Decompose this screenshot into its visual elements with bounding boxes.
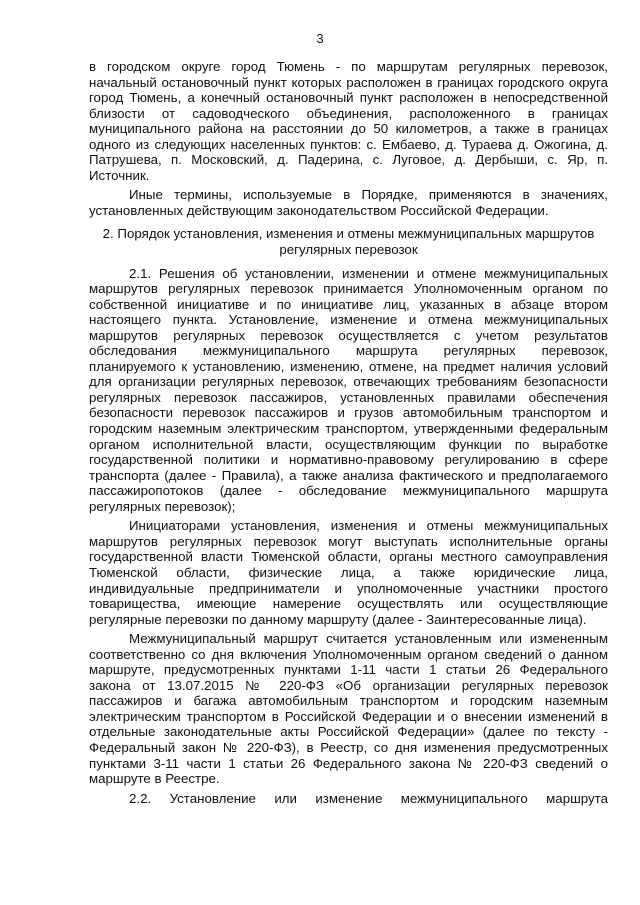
paragraph-2-2: 2.2. Установление или изменение межмуниципального маршрута (129, 790, 608, 806)
paragraph-terms: Иные термины, используемые в Порядке, применяются в значениях, установленных действующим законодательством Российской Федерации. (89, 187, 608, 218)
paragraph-route-established: Межмуниципальный маршрут считается установленным или измененным соответственно со дня включения Уполномоченным органом сведений о данном маршруте, предусмотренных пунктами 1-11 части 1 статьи 26 Федерального закона от 13.07.2015 № 220-ФЗ «Об организации регулярных перевозок пассажиров и багажа автомобильным транспортом и городским наземным электрическим транспортом в Российской Федерации и о внесении изменений в отдельные законодательные акты Российской Федерации» (далее по тексту - Федеральный закон № 220-ФЗ), в Реестр, со дня изменения предусмотренных пунктами 3-11 части 1 статьи 26 Федерального закона № 220-ФЗ сведений о маршруте в Реестре. (89, 631, 608, 787)
page-number: 3 (316, 31, 324, 46)
page-content (89, 59, 608, 806)
section-heading: 2. Порядок установления, изменения и отмены межмуниципальных маршрутов регулярных перевозок (102, 226, 595, 258)
paragraph-2-1: 2.1. Решения об установлении, изменении и отмене межмуниципальных маршрутов регулярных перевозок принимается Уполномоченным органом по собственной инициативе и по инициативе лиц, указанных в абзаце втором настоящего пункта. Установление, изменение и отмена межмуниципальных маршрутов регулярных перевозок осуществляется с учетом результатов обследования межмуниципального маршрута регулярных перевозок, планируемого к установлению, изменению, отмене, на предмет наличия условий для организации регулярных перевозок, отвечающих требованиям безопасности регулярных перевозок пассажиров, установленных правилами обеспечения безопасности перевозок пассажиров и грузов автомобильным транспортом и городским наземным электрическим транспортом, утвержденными федеральным органом исполнительной власти, осуществляющим функции по выработке государственной политики и нормативно-правовому регулированию в сфере транспорта (далее - Правила), а также анализа фактического и предполагаемого пассажиропотоков (далее - обследование межмуниципального маршрута регулярных перевозок); (89, 265, 608, 514)
paragraph-continuation: в городском округе город Тюмень - по маршрутам регулярных перевозок, начальный остановочный пункт которых расположен в границах городского округа город Тюмень, а конечный остановочный пункт расположен в непосредственной близости от садоводческого объединения, расположенного в границах муниципального района на расстоянии до 50 километров, а также в границах одного из следующих населенных пунктов: с. Ембаево, д. Тураева д. Ожогина, д. Патрушева, п. Московский, д. Падерина, с. Луговое, д. Дербыши, с. Яр, п. Источник. (89, 59, 608, 183)
paragraph-initiators: Инициаторами установления, изменения и отмены межмуниципальных маршрутов регулярных перевозок могут выступать исполнительные органы государственной власти Тюменской области, органы местного самоуправления Тюменской области, физические лица, а также юридические лица, индивидуальные предприниматели и уполномоченные участники простого товарищества, имеющие намерение осуществлять или осуществляющие регулярные перевозки по данному маршруту (далее - Заинтересованные лица). (89, 518, 608, 627)
